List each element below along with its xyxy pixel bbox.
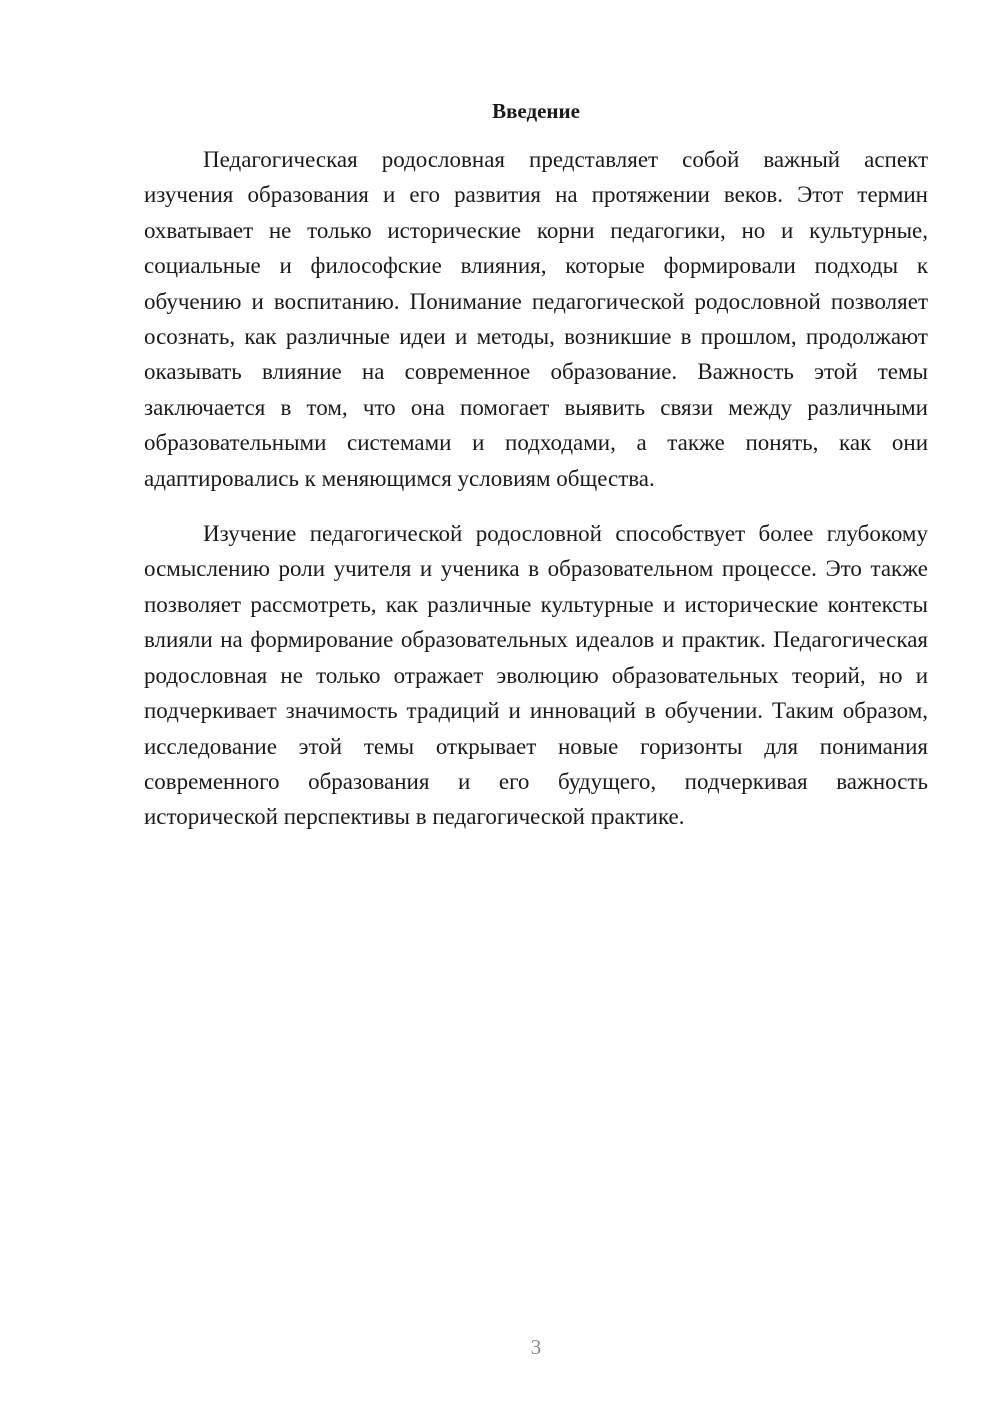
paragraph-2: Изучение педагогической родословной способствует более глубокому осмыслению роли учителя и ученика в образовательном процессе. Это также позволяет рассмотреть, как различные культурные и исторические контексты влияли на формирование образовательных идеалов и практик. Педагогическая родословная не только отражает эволюцию образовательных теорий, но и подчеркивает значимость традиций и инноваций в обучении. Таким образом, исследование этой темы открывает новые горизонты для понимания современного образования и его будущего, подчеркивая важность исторической перспективы в педагогической практике. (144, 521, 928, 830)
page-content (144, 96, 928, 835)
page-number: 3 (530, 1335, 542, 1359)
paragraph-1: Педагогическая родословная представляет собой важный аспект изучения образования и его развития на протяжении веков. Этот термин охватывает не только исторические корни педагогики, но и культурные, социальные и философские влияния, которые формировали подходы к обучению и воспитанию. Понимание педагогической родословной позволяет осознать, как различные идеи и методы, возникшие в прошлом, продолжают оказывать влияние на современное образование. Важность этой темы заключается в том, что она помогает выявить связи между различными образовательными системами и подходами, а также понять, как они адаптировались к меняющимся условиям общества. (144, 147, 928, 491)
section-title: Введение (492, 99, 580, 123)
